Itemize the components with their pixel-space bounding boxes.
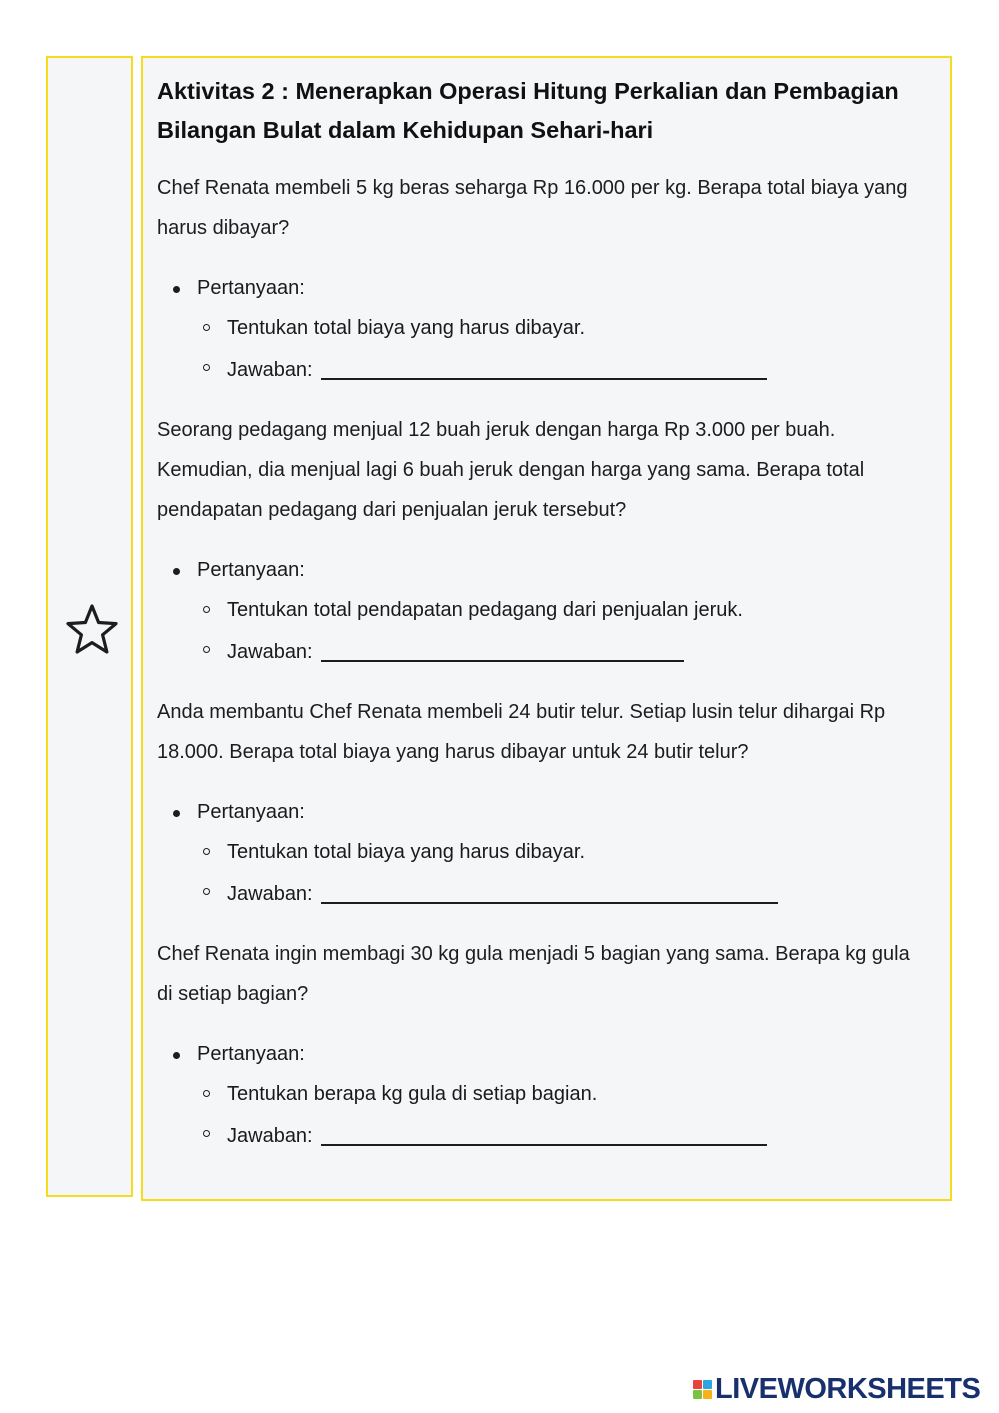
answer-label: Jawaban: [227, 641, 313, 663]
task-text: Tentukan total pendapatan pedagang dari penjualan jeruk. [227, 599, 743, 621]
problem-text: Chef Renata membeli 5 kg beras seharga Rp 16.000 per kg. Berapa total biaya yang harus dibayar? [157, 177, 908, 239]
bullet-icon [173, 286, 180, 293]
circle-bullet-icon [203, 364, 210, 371]
problem-text: Anda membantu Chef Renata membeli 24 butir telur. Setiap lusin telur dihargai Rp 18.000. Berapa total biaya yang harus dibayar untuk 24 butir telur? [157, 701, 886, 763]
question-label: Pertanyaan: [197, 1043, 305, 1065]
answer-field[interactable] [321, 1118, 767, 1146]
answer-label: Jawaban: [227, 883, 313, 905]
problem-text: Seorang pedagang menjual 12 buah jeruk dengan harga Rp 3.000 per buah. Kemudian, dia menjual lagi 6 buah jeruk dengan harga yang sama. Berapa total pendapatan pedagang dari penjualan jeruk tersebut? [157, 419, 865, 521]
question-label: Pertanyaan: [197, 559, 305, 581]
question-item [157, 268, 927, 308]
task-text: Tentukan total biaya yang harus dibayar. [227, 317, 586, 339]
problem-text: Chef Renata ingin membagi 30 kg gula menjadi 5 bagian yang sama. Berapa kg gula di setiap bagian? [157, 943, 910, 1005]
answer-field[interactable] [321, 352, 767, 380]
answer-item [157, 872, 927, 914]
task-item [157, 1074, 927, 1114]
answer-item [157, 1114, 927, 1156]
question-label: Pertanyaan: [197, 277, 305, 299]
bullet-icon [173, 1052, 180, 1059]
question-item [157, 1034, 927, 1074]
question-item [157, 550, 927, 590]
circle-bullet-icon [203, 606, 210, 613]
task-item [157, 590, 927, 630]
answer-label: Jawaban: [227, 359, 313, 381]
circle-bullet-icon [203, 646, 210, 653]
side-panel [46, 56, 133, 1197]
task-item [157, 308, 927, 348]
liveworksheets-logo[interactable] [693, 1374, 980, 1404]
circle-bullet-icon [203, 1130, 210, 1137]
question-item [157, 792, 927, 832]
circle-bullet-icon [203, 888, 210, 895]
task-item [157, 832, 927, 872]
liveworksheets-logo-icon [693, 1380, 712, 1399]
activity-title: Aktivitas 2 : Menerapkan Operasi Hitung Perkalian dan Pembagian Bilangan Bulat dalam Kehidupan Sehari-hari [157, 78, 899, 143]
answer-item [157, 348, 927, 390]
answer-label: Jawaban: [227, 1125, 313, 1147]
star-icon[interactable] [64, 602, 120, 658]
circle-bullet-icon [203, 324, 210, 331]
question-label: Pertanyaan: [197, 801, 305, 823]
answer-field[interactable] [321, 634, 684, 662]
logo-text: LIVEWORKSHEETS [715, 1372, 981, 1405]
task-text: Tentukan berapa kg gula di setiap bagian. [227, 1083, 598, 1105]
activity-panel [141, 56, 952, 1201]
bullet-icon [173, 568, 180, 575]
circle-bullet-icon [203, 1090, 210, 1097]
answer-field[interactable] [321, 876, 778, 904]
bullet-icon [173, 810, 180, 817]
circle-bullet-icon [203, 848, 210, 855]
answer-item [157, 630, 927, 672]
task-text: Tentukan total biaya yang harus dibayar. [227, 841, 586, 863]
